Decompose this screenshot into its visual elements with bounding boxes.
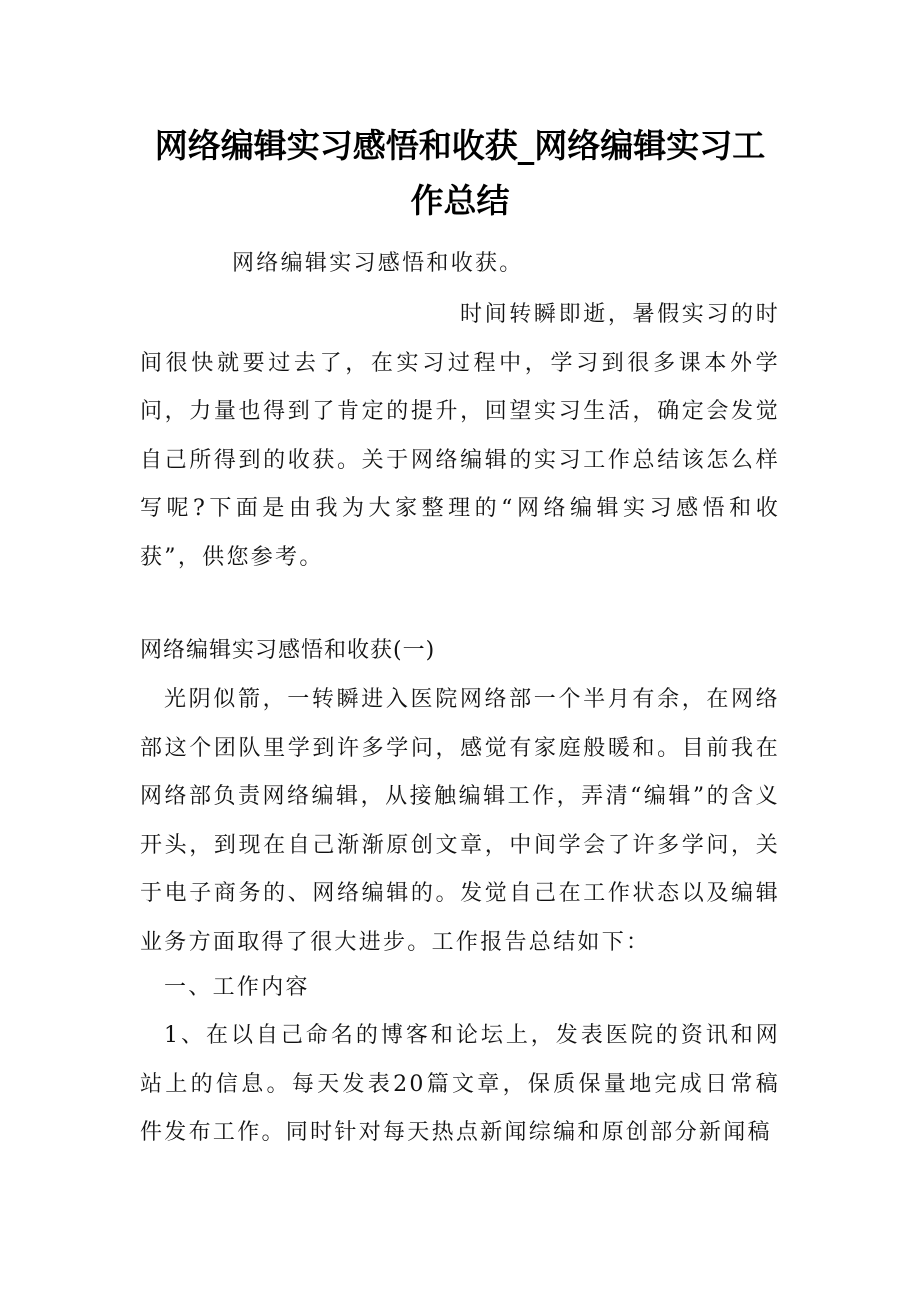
subheading: 一、工作内容 [164, 975, 310, 1000]
document-title: 网络编辑实习感悟和收获_网络编辑实习工作总结 [154, 126, 766, 220]
list-item-paragraph: 1、在以自己命名的博客和论坛上，发表医院的资讯和网站上的信息。每天发表20篇文章，保质保量地完成日常稿件发布工作。同时针对每天热点新闻综编和原创部分新闻稿 [140, 1023, 780, 1145]
lead-paragraph: 网络编辑实习感悟和收获。 [232, 251, 524, 276]
intro-paragraph: 时间转瞬即逝，暑假实习的时间很快就要过去了，在实习过程中，学习到很多课本外学问，力量也得到了肯定的提升，回望实习生活，确定会发觉自己所得到的收获。关于网络编辑的实习工作总结该怎么样写呢?下面是由我为大家整理的“网络编辑实习感悟和收获”，供您参考。 [140, 302, 780, 570]
section-body-paragraph: 光阴似箭，一转瞬进入医院网络部一个半月有余，在网络部这个团队里学到许多学问，感觉有家庭般暖和。目前我在网络部负责网络编辑，从接触编辑工作，弄清“编辑”的含义开头，到现在自己渐渐原创文章，中间学会了许多学问，关于电子商务的、网络编辑的。发觉自己在工作状态以及编辑业务方面取得了很大进步。工作报告总结如下： [140, 687, 780, 955]
section-heading: 网络编辑实习感悟和收获(一) [140, 638, 436, 663]
